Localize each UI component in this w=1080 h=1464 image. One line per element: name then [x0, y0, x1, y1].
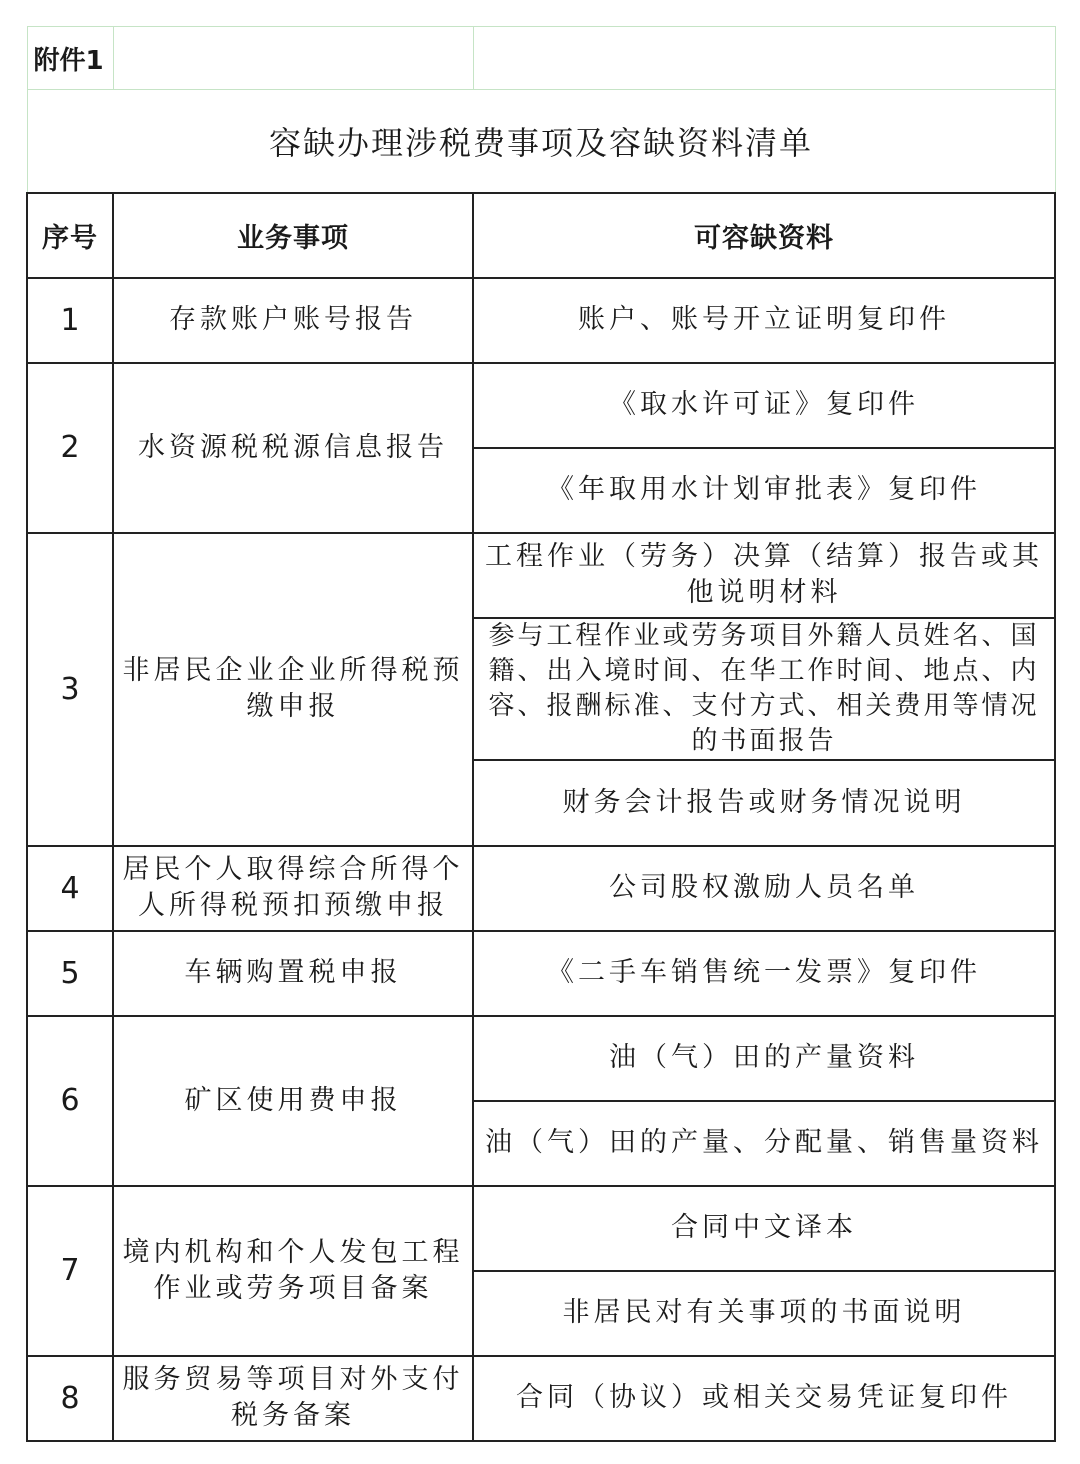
blank-cell [473, 27, 1055, 90]
row-number: 2 [27, 363, 113, 533]
row-number: 4 [27, 846, 113, 931]
row-material: 油（气）田的产量资料 [473, 1016, 1055, 1101]
row-item: 非居民企业企业所得税预缴申报 [113, 533, 473, 846]
row-material: 非居民对有关事项的书面说明 [473, 1271, 1055, 1356]
row-number: 6 [27, 1016, 113, 1186]
header-materials: 可容缺资料 [473, 193, 1055, 278]
row-material: 《年取用水计划审批表》复印件 [473, 448, 1055, 533]
table-title: 容缺办理涉税费事项及容缺资料清单 [27, 90, 1055, 193]
row-material: 参与工程作业或劳务项目外籍人员姓名、国籍、出入境时间、在华工作时间、地点、内容、报酬标准、支付方式、相关费用等情况的书面报告 [473, 618, 1055, 760]
row-number: 8 [27, 1356, 113, 1441]
table-row [27, 533, 1055, 618]
table-row [27, 1186, 1055, 1271]
row-number: 3 [27, 533, 113, 846]
row-item: 水资源税税源信息报告 [113, 363, 473, 533]
row-item: 服务贸易等项目对外支付税务备案 [113, 1356, 473, 1441]
row-number: 1 [27, 278, 113, 363]
row-material: 合同中文译本 [473, 1186, 1055, 1271]
blank-cell [113, 27, 473, 90]
row-material: 《取水许可证》复印件 [473, 363, 1055, 448]
table-row [27, 846, 1055, 931]
row-item: 矿区使用费申报 [113, 1016, 473, 1186]
row-material: 公司股权激励人员名单 [473, 846, 1055, 931]
tax-items-table [26, 26, 1056, 1442]
attachment-label: 附件1 [27, 27, 113, 90]
header-no: 序号 [27, 193, 113, 278]
row-number: 7 [27, 1186, 113, 1356]
row-material: 财务会计报告或财务情况说明 [473, 760, 1055, 846]
row-item: 车辆购置税申报 [113, 931, 473, 1016]
row-material: 账户、账号开立证明复印件 [473, 278, 1055, 363]
row-material: 油（气）田的产量、分配量、销售量资料 [473, 1101, 1055, 1186]
row-item: 居民个人取得综合所得个人所得税预扣预缴申报 [113, 846, 473, 931]
table-row [27, 931, 1055, 1016]
table-row [27, 363, 1055, 448]
table-row [27, 1016, 1055, 1101]
table-row [27, 278, 1055, 363]
row-material: 工程作业（劳务）决算（结算）报告或其他说明材料 [473, 533, 1055, 618]
row-item: 存款账户账号报告 [113, 278, 473, 363]
row-item: 境内机构和个人发包工程作业或劳务项目备案 [113, 1186, 473, 1356]
row-material: 《二手车销售统一发票》复印件 [473, 931, 1055, 1016]
row-number: 5 [27, 931, 113, 1016]
table-row [27, 1356, 1055, 1441]
header-item: 业务事项 [113, 193, 473, 278]
row-material: 合同（协议）或相关交易凭证复印件 [473, 1356, 1055, 1441]
